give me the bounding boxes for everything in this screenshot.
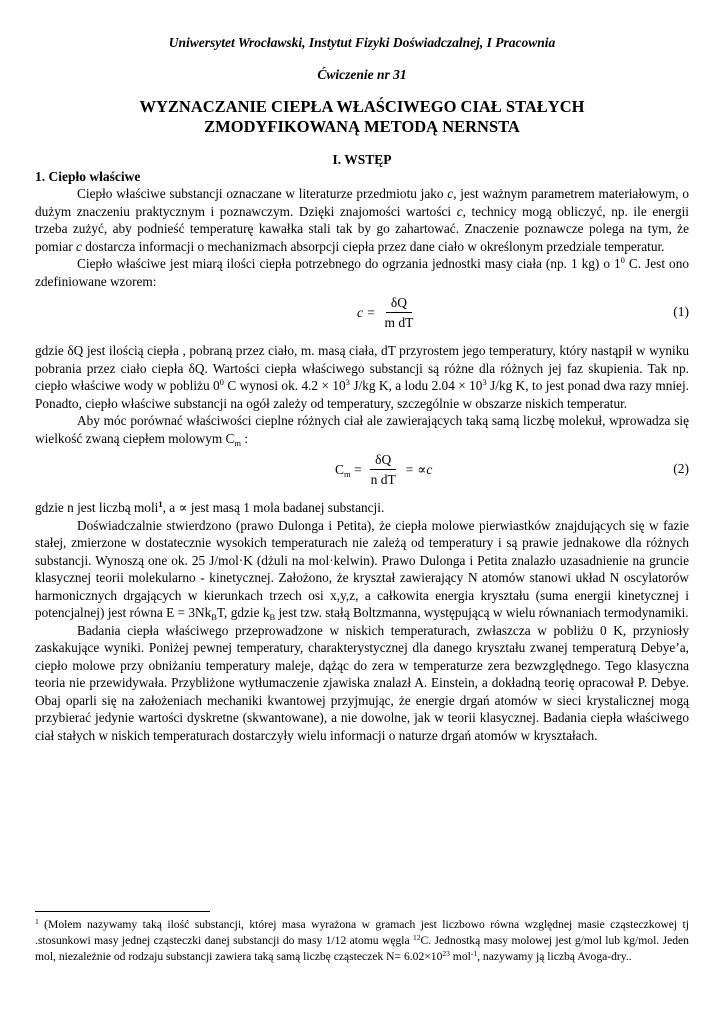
eq2-denominator: n dT (370, 472, 396, 487)
eq2-lhs: $C_m$ = (335, 461, 362, 479)
paragraph-2: Ciepło właściwe jest miarą ilości ciepła potrzebnego do ogrzania jednostki masy ciała (np. 1 kg) o $1^0$ C. Jest ono zdefiniowane wzorem: (35, 255, 689, 289)
eq2-number: (2) (673, 461, 689, 476)
eq1-numerator: δQ (386, 294, 412, 313)
paragraph-1: Ciepło właściwe substancji oznaczane w literaturze przedmiotu jako c, jest ważnym parametrem materiałowym, o dużym znaczeniu praktycznym i poznawczym. Dzięki znajomości wartości c, technicy mogą obliczyć, np. ile energii trzeba zużyć, aby podnieść temperaturę kawałka stali tak by go zahartować. Znaczenie poznawcze polega na tym, że pomiar c dostarcza informacji o mechanizmach absorpcji ciepła przez dane ciało w określonym przedziale temperatur. (35, 186, 689, 254)
exercise-number: Ćwiczenie nr 31 (317, 67, 407, 82)
footnote-ref[interactable]: 1 (158, 499, 163, 509)
footnote: $^1$ (Molem nazywamy taką ilość substancji, której masa wyrażona w gramach jest liczbowo równa względnej masie cząsteczkowej tj .stosunkowi masy jednej cząsteczki danej substancji do masy 1/12 atomu węgla $^{12}$C. Jednostką masy molowej jest g/mol lub kg/mol. Jeden mol, niezależnie od rodzaju substancji zawiera taką samą liczbę cząsteczek $N= 6.02\times 10^{23}$ mol$^{-1}$, nazywamy ją liczbą Avoga-dry.. (35, 917, 689, 963)
paragraph-4: Aby móc porównać właściwości cieplne różnych ciał ale zawierających taką samą liczbę molekuł, wprowadza się wielkość zwaną ciepłem molowym $C_m$ : (35, 413, 689, 448)
equation-2 (35, 447, 689, 499)
equation-1 (35, 290, 689, 342)
section-heading: I. WSTĘP (332, 152, 392, 167)
title-line-2: ZMODYFIKOWANĄ METODĄ NERNSTA (204, 117, 520, 136)
paragraph-5: gdzie n jest liczbą moli$^1$, a ∝ jest masą 1 mola badanej substancji. (35, 499, 385, 515)
subsection-heading: 1. Ciepło właściwe (35, 169, 141, 184)
eq2-rhs: = ∝c (404, 461, 433, 477)
paragraph-3: gdzie δQ jest ilością ciepła , pobraną przez ciało, m. masą ciała, dT przyrostem jego temperatury, który nastąpił w wyniku pobrania przez ciało ciepła δQ. Wartości ciepła właściwego substancji są różne dla różnych jej faz skupienia. Tak np. ciepło właściwe wody w pobliżu $0^0$ C wynosi ok. $4.2 \times 10^3$ J/kg K, a lodu $2.04 \times 10^3$ J/kg K, to jest ponad dwa razy mniej. Ponadto, ciepło właściwe substancji na ogół zależy od temperatury, szczególnie w obszarze niskich temperatur. (35, 343, 689, 411)
eq2-fraction (366, 451, 401, 488)
footnote-divider (35, 911, 210, 912)
footnote-marker: 1 (35, 917, 39, 926)
eq1-fraction (379, 294, 418, 331)
eq1-lhs: c = (357, 304, 376, 320)
document-title (35, 97, 689, 137)
eq1-number: (1) (673, 304, 689, 319)
eq2-numerator: δQ (370, 451, 396, 470)
paragraph-6: Doświadczalnie stwierdzono (prawo Dulonga i Petita), że ciepła molowe pierwiastków znajdujących się w fazie stałej, zmierzone w dostatecznie wysokich temperaturach nie zależą od temperatury i są prawie jednakowe dla różnych substancji. Wynoszą one ok. 25 J/mol·K (dżuli na mol·kelwin). Prawo Dulonga i Petita znalazło uzasadnienie na gruncie klasycznej teorii molekularno - kinetycznej. Założono, że kryształ zawierający N atomów stanowi układ N oscylatorów harmonicznych drgających w kierunkach trzech osi x,y,z, a całkowita energia kryształu (suma energii kinetycznej i potencjalnej) jest równa $E = 3Nk_BT$, gdzie $k_B$ jest tzw. stałą Boltzmanna, występującą w wielu równaniach termodynamiki. (35, 517, 689, 622)
eq1-denominator: m dT (384, 315, 414, 330)
document-page (35, 34, 689, 744)
paragraph-7: Badania ciepła właściwego przeprowadzone w niskich temperaturach, zwłaszcza w pobliżu 0 K, przyniosły zaskakujące wyniki. Poniżej pewnej temperatury, charakterystycznej dla danego kryształu zwanej temperaturą Debye’a, ciepło molowe przy obniżaniu temperatury maleje, dążąc do zera w temperaturze zera bezwzględnego. Tego klasyczna teoria nie przewidywała. Przybliżone wytłumaczenie zjawiska znalazł A. Einstein, a dokładną teorię opracował P. Debye. Obaj oparli się na założeniach mechaniki kwantowej przyjmując, że energie drgań atomów w sieci krystalicznej mogą przybierać jedynie wartości dyskretne (skwantowane), a nie dowolne, jak w teorii klasycznej. Badania ciepła właściwego ciał stałych w niskich temperaturach dostarczyły wielu informacji o naturze drgań atomów w kryształach. (35, 622, 689, 743)
institution-header: Uniwersytet Wrocławski, Instytut Fizyki Doświadczalnej, I Pracownia (168, 35, 556, 50)
title-line-1: WYZNACZANIE CIEPŁA WŁAŚCIWEGO CIAŁ STAŁYCH (139, 97, 585, 116)
